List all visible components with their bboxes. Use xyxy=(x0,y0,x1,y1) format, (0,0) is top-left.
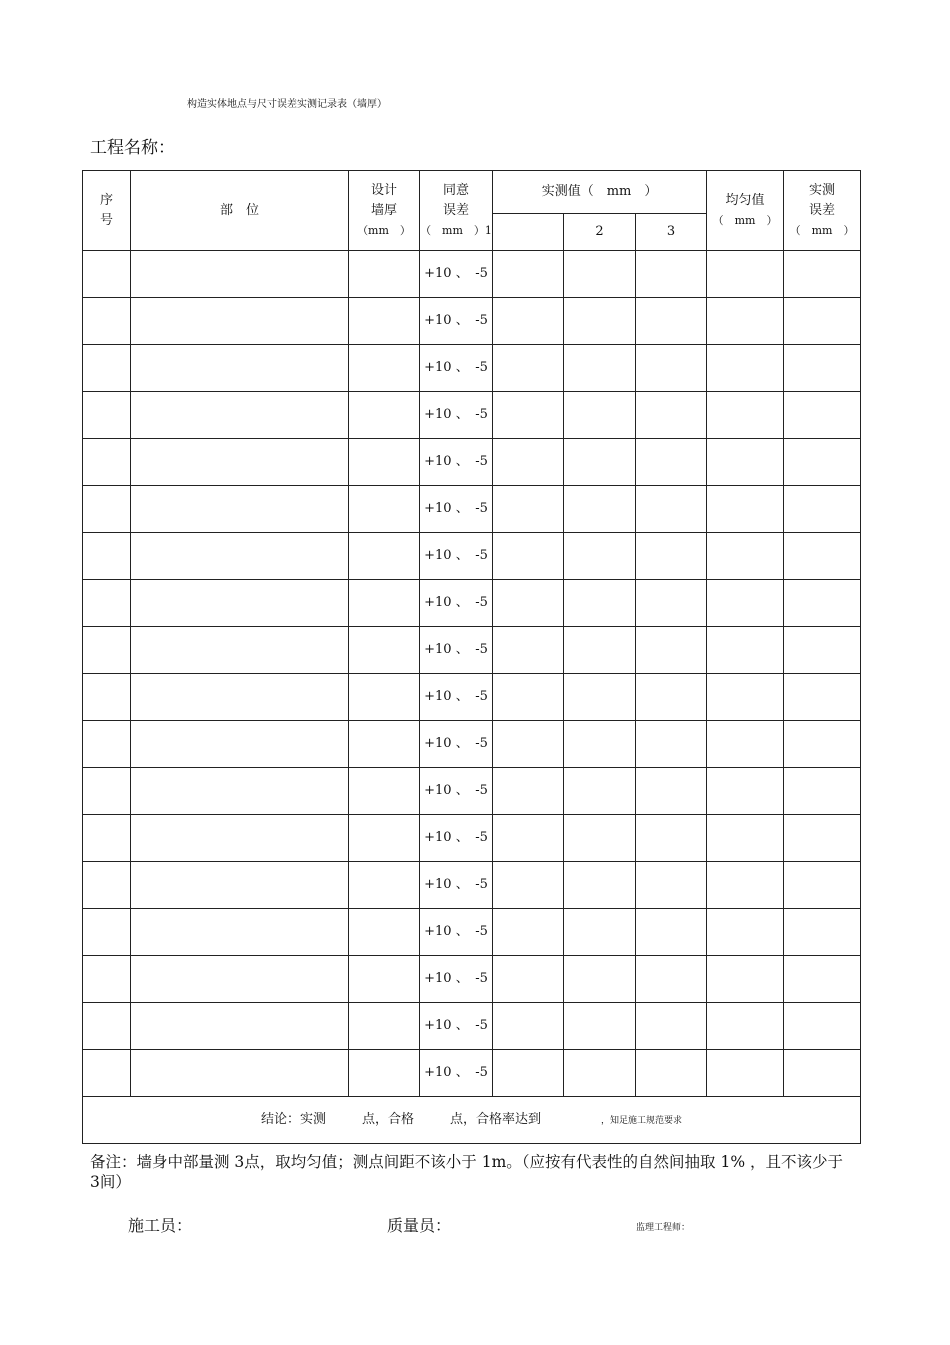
header-measure-3: 3 xyxy=(636,214,707,251)
data-cell[interactable] xyxy=(707,768,784,815)
remark-note: 备注：墙身中部量测 3点，取均匀值；测点间距不该小于 1m。（应按有代表性的自然间抽取 1% ，且不该少于 3间） xyxy=(90,1153,843,1191)
table-row xyxy=(83,298,861,345)
table-row xyxy=(83,580,861,627)
data-cell[interactable] xyxy=(636,392,707,439)
data-cell[interactable] xyxy=(349,580,420,627)
data-cell[interactable] xyxy=(564,1050,636,1097)
data-cell[interactable] xyxy=(131,674,349,721)
tolerance-cell: +10 、 -5 xyxy=(420,815,493,862)
data-cell[interactable] xyxy=(707,674,784,721)
data-cell[interactable] xyxy=(349,251,420,298)
data-cell[interactable] xyxy=(564,486,636,533)
data-cell[interactable] xyxy=(784,298,861,345)
data-cell[interactable] xyxy=(131,251,349,298)
data-cell[interactable] xyxy=(636,627,707,674)
table-row xyxy=(83,768,861,815)
header-design-thickness: 设计 墙厚 （mm ） xyxy=(349,171,420,251)
tolerance-cell: +10 、 -5 xyxy=(420,533,493,580)
data-cell[interactable] xyxy=(707,909,784,956)
tolerance-cell: +10 、 -5 xyxy=(420,721,493,768)
data-cell[interactable] xyxy=(784,768,861,815)
data-cell[interactable] xyxy=(784,1003,861,1050)
data-cell[interactable] xyxy=(784,862,861,909)
data-cell[interactable] xyxy=(636,1003,707,1050)
table-row xyxy=(83,439,861,486)
table-row xyxy=(83,486,861,533)
data-cell[interactable] xyxy=(493,580,564,627)
data-cell[interactable] xyxy=(131,627,349,674)
tolerance-cell: +10 、 -5 xyxy=(420,627,493,674)
data-cell[interactable] xyxy=(784,251,861,298)
data-cell[interactable] xyxy=(83,1003,131,1050)
data-cell[interactable] xyxy=(564,1003,636,1050)
project-name-label: 工程名称： xyxy=(90,138,175,158)
data-cell[interactable] xyxy=(349,1050,420,1097)
data-cell[interactable] xyxy=(131,1050,349,1097)
data-cell[interactable] xyxy=(636,909,707,956)
data-cell[interactable] xyxy=(493,298,564,345)
tolerance-cell: +10 、 -5 xyxy=(420,674,493,721)
tolerance-cell: +10 、 -5 xyxy=(420,909,493,956)
data-cell[interactable] xyxy=(784,721,861,768)
data-cell[interactable] xyxy=(564,392,636,439)
data-cell[interactable] xyxy=(493,1050,564,1097)
data-cell[interactable] xyxy=(83,674,131,721)
data-cell[interactable] xyxy=(493,345,564,392)
data-cell[interactable] xyxy=(83,392,131,439)
data-cell[interactable] xyxy=(349,909,420,956)
data-cell[interactable] xyxy=(349,486,420,533)
data-cell[interactable] xyxy=(83,298,131,345)
data-cell[interactable] xyxy=(636,768,707,815)
data-cell[interactable] xyxy=(349,533,420,580)
header-measure-1 xyxy=(493,214,564,251)
data-cell[interactable] xyxy=(493,439,564,486)
data-cell[interactable] xyxy=(707,862,784,909)
header-measure-2: 2 xyxy=(564,214,636,251)
tolerance-cell: +10 、 -5 xyxy=(420,862,493,909)
data-cell[interactable] xyxy=(784,1050,861,1097)
data-cell[interactable] xyxy=(564,439,636,486)
data-cell[interactable] xyxy=(493,251,564,298)
data-cell[interactable] xyxy=(83,580,131,627)
data-cell[interactable] xyxy=(636,251,707,298)
data-cell[interactable] xyxy=(564,721,636,768)
measurement-table xyxy=(82,170,861,1144)
data-cell[interactable] xyxy=(636,815,707,862)
data-cell[interactable] xyxy=(349,768,420,815)
data-cell[interactable] xyxy=(131,533,349,580)
data-cell[interactable] xyxy=(83,1050,131,1097)
builder-signature: 施工员： xyxy=(128,1216,193,1235)
data-cell[interactable] xyxy=(564,627,636,674)
data-cell[interactable] xyxy=(636,533,707,580)
data-cell[interactable] xyxy=(131,909,349,956)
data-cell[interactable] xyxy=(131,768,349,815)
tolerance-cell: +10 、 -5 xyxy=(420,439,493,486)
data-cell[interactable] xyxy=(636,486,707,533)
data-cell[interactable] xyxy=(349,721,420,768)
data-cell[interactable] xyxy=(83,862,131,909)
table-row xyxy=(83,392,861,439)
data-cell[interactable] xyxy=(707,627,784,674)
data-cell[interactable] xyxy=(564,862,636,909)
data-cell[interactable] xyxy=(707,298,784,345)
tolerance-cell: +10 、 -5 xyxy=(420,486,493,533)
data-cell[interactable] xyxy=(493,674,564,721)
data-cell[interactable] xyxy=(349,862,420,909)
table-row xyxy=(83,674,861,721)
tolerance-cell: +10 、 -5 xyxy=(420,768,493,815)
data-cell[interactable] xyxy=(564,956,636,1003)
data-cell[interactable] xyxy=(131,486,349,533)
data-cell[interactable] xyxy=(493,627,564,674)
data-cell[interactable] xyxy=(707,486,784,533)
data-cell[interactable] xyxy=(349,345,420,392)
data-cell[interactable] xyxy=(131,956,349,1003)
data-cell[interactable] xyxy=(784,345,861,392)
data-cell[interactable] xyxy=(784,580,861,627)
supervisor-signature: 监理工程师： xyxy=(636,1223,691,1233)
table-row xyxy=(83,909,861,956)
data-cell[interactable] xyxy=(564,909,636,956)
header-part: 部 位 xyxy=(131,171,349,251)
data-cell[interactable] xyxy=(784,956,861,1003)
data-cell[interactable] xyxy=(636,956,707,1003)
quality-signature: 质量员： xyxy=(387,1216,452,1235)
data-cell[interactable] xyxy=(349,439,420,486)
data-cell[interactable] xyxy=(707,580,784,627)
table-row xyxy=(83,862,861,909)
data-cell[interactable] xyxy=(784,533,861,580)
data-cell[interactable] xyxy=(83,439,131,486)
tolerance-cell: +10 、 -5 xyxy=(420,1050,493,1097)
data-cell[interactable] xyxy=(493,533,564,580)
tolerance-cell: +10 、 -5 xyxy=(420,298,493,345)
table-row xyxy=(83,1050,861,1097)
data-cell[interactable] xyxy=(493,815,564,862)
data-cell[interactable] xyxy=(493,721,564,768)
data-cell[interactable] xyxy=(636,674,707,721)
data-cell[interactable] xyxy=(131,345,349,392)
data-cell[interactable] xyxy=(83,251,131,298)
data-cell[interactable] xyxy=(493,486,564,533)
data-cell[interactable] xyxy=(131,721,349,768)
data-cell[interactable] xyxy=(707,439,784,486)
table-row xyxy=(83,345,861,392)
data-cell[interactable] xyxy=(784,674,861,721)
data-cell[interactable] xyxy=(707,815,784,862)
table-row xyxy=(83,815,861,862)
table-row xyxy=(83,627,861,674)
data-cell[interactable] xyxy=(83,768,131,815)
data-cell[interactable] xyxy=(784,627,861,674)
data-cell[interactable] xyxy=(131,439,349,486)
data-cell[interactable] xyxy=(83,345,131,392)
data-cell[interactable] xyxy=(493,862,564,909)
data-cell[interactable] xyxy=(83,909,131,956)
data-cell[interactable] xyxy=(707,345,784,392)
data-cell[interactable] xyxy=(636,1050,707,1097)
data-cell[interactable] xyxy=(83,486,131,533)
data-cell[interactable] xyxy=(784,439,861,486)
data-cell[interactable] xyxy=(636,439,707,486)
header-seq: 序 号 xyxy=(83,171,131,251)
tolerance-cell: +10 、 -5 xyxy=(420,580,493,627)
data-cell[interactable] xyxy=(493,392,564,439)
data-cell[interactable] xyxy=(564,251,636,298)
data-cell[interactable] xyxy=(349,627,420,674)
data-cell[interactable] xyxy=(349,674,420,721)
data-cell[interactable] xyxy=(349,1003,420,1050)
data-cell[interactable] xyxy=(707,956,784,1003)
header-error: 实测 误差 （ mm ） xyxy=(784,171,861,251)
data-cell[interactable] xyxy=(493,1003,564,1050)
doc-title: 构造实体地点与尺寸误差实测记录表（墙厚） xyxy=(187,99,387,110)
data-cell[interactable] xyxy=(564,815,636,862)
data-cell[interactable] xyxy=(493,956,564,1003)
data-cell[interactable] xyxy=(131,392,349,439)
data-cell[interactable] xyxy=(784,486,861,533)
data-cell[interactable] xyxy=(131,1003,349,1050)
header-average: 均匀值 （ mm ） xyxy=(707,171,784,251)
tolerance-cell: +10 、 -5 xyxy=(420,392,493,439)
table-row xyxy=(83,533,861,580)
data-cell[interactable] xyxy=(83,721,131,768)
data-cell[interactable] xyxy=(636,721,707,768)
data-cell[interactable] xyxy=(349,392,420,439)
data-cell[interactable] xyxy=(493,768,564,815)
data-cell[interactable] xyxy=(131,298,349,345)
data-cell[interactable] xyxy=(131,580,349,627)
tolerance-cell: +10 、 -5 xyxy=(420,1003,493,1050)
table-row xyxy=(83,1003,861,1050)
data-cell[interactable] xyxy=(83,627,131,674)
tolerance-cell: +10 、 -5 xyxy=(420,956,493,1003)
data-cell[interactable] xyxy=(636,580,707,627)
header-tolerance: 同意 误差 （ mm ）1 xyxy=(420,171,493,251)
data-cell[interactable] xyxy=(707,1050,784,1097)
data-cell[interactable] xyxy=(564,345,636,392)
data-cell[interactable] xyxy=(131,815,349,862)
data-cell[interactable] xyxy=(349,956,420,1003)
data-cell[interactable] xyxy=(83,533,131,580)
data-cell[interactable] xyxy=(83,815,131,862)
table-row xyxy=(83,721,861,768)
data-cell[interactable] xyxy=(493,909,564,956)
data-cell[interactable] xyxy=(707,392,784,439)
header-measured: 实测值（ mm ） xyxy=(493,171,707,214)
data-cell[interactable] xyxy=(784,392,861,439)
data-cell[interactable] xyxy=(636,345,707,392)
data-cell[interactable] xyxy=(636,298,707,345)
data-cell[interactable] xyxy=(564,580,636,627)
table-row xyxy=(83,956,861,1003)
tolerance-cell: +10 、 -5 xyxy=(420,345,493,392)
data-cell[interactable] xyxy=(636,862,707,909)
data-cell[interactable] xyxy=(564,533,636,580)
data-cell[interactable] xyxy=(564,674,636,721)
data-cell[interactable] xyxy=(784,909,861,956)
data-cell[interactable] xyxy=(784,815,861,862)
data-cell[interactable] xyxy=(707,721,784,768)
tolerance-cell: +10 、 -5 xyxy=(420,251,493,298)
data-cell[interactable] xyxy=(349,815,420,862)
data-cell[interactable] xyxy=(349,298,420,345)
data-cell[interactable] xyxy=(564,768,636,815)
table-row xyxy=(83,251,861,298)
conclusion-row: 结论：实测 点，合格 点，合格率达到 ，知足施工规范要求 xyxy=(83,1097,861,1144)
data-cell[interactable] xyxy=(707,533,784,580)
data-cell[interactable] xyxy=(707,1003,784,1050)
data-cell[interactable] xyxy=(83,956,131,1003)
data-cell[interactable] xyxy=(131,862,349,909)
data-cell[interactable] xyxy=(707,251,784,298)
data-cell[interactable] xyxy=(564,298,636,345)
